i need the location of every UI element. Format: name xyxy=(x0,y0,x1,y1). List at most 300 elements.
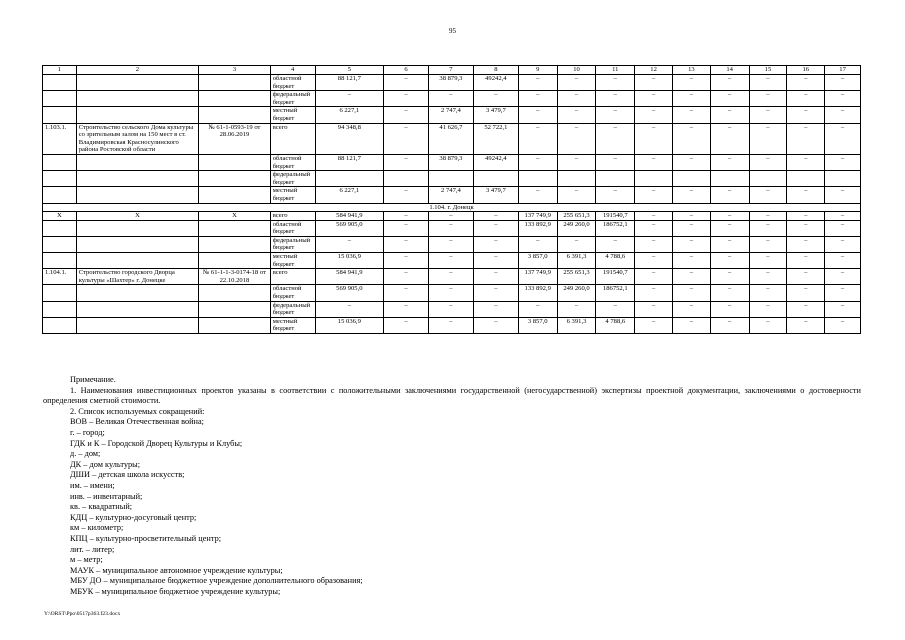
amount-cell: 569 905,0 xyxy=(315,285,383,301)
amount-cell xyxy=(557,171,596,187)
amount-cell: – xyxy=(384,187,429,203)
table-row xyxy=(43,187,861,203)
amount-cell: – xyxy=(672,285,710,301)
row-number-cell xyxy=(43,171,77,187)
amount-cell: 255 651,3 xyxy=(557,269,596,285)
amount-cell xyxy=(672,171,710,187)
project-name-cell xyxy=(76,236,199,252)
section-title: 1.104. г. Донецк xyxy=(43,203,861,212)
amount-cell: – xyxy=(596,187,635,203)
amount-cell: 4 788,6 xyxy=(596,253,635,269)
amount-cell: – xyxy=(710,317,749,333)
table-row xyxy=(43,75,861,91)
column-header: 8 xyxy=(473,66,518,75)
amount-cell: – xyxy=(749,220,787,236)
amount-cell: – xyxy=(473,317,518,333)
page-number: 95 xyxy=(449,27,456,35)
amount-cell: – xyxy=(672,187,710,203)
amount-cell: – xyxy=(825,154,861,170)
project-name-cell xyxy=(76,154,199,170)
amount-cell xyxy=(428,171,473,187)
table-header-row xyxy=(43,66,861,75)
table-row xyxy=(43,107,861,123)
amount-cell: – xyxy=(518,187,557,203)
amount-cell: – xyxy=(635,91,673,107)
amount-cell: – xyxy=(557,301,596,317)
amount-cell: – xyxy=(384,91,429,107)
amount-cell: 4 788,6 xyxy=(596,317,635,333)
column-header: 11 xyxy=(596,66,635,75)
expertise-cell xyxy=(199,236,270,252)
row-number-cell xyxy=(43,236,77,252)
amount-cell: 94 348,8 xyxy=(315,123,383,154)
expertise-cell xyxy=(199,220,270,236)
amount-cell: – xyxy=(473,220,518,236)
amount-cell: – xyxy=(315,91,383,107)
row-number-cell xyxy=(43,154,77,170)
amount-cell: – xyxy=(787,220,825,236)
abbreviation-item: им. – имени; xyxy=(70,480,115,490)
amount-cell: 6 227,1 xyxy=(315,187,383,203)
funding-source-cell: областной бюджет xyxy=(270,75,315,91)
column-header: 15 xyxy=(749,66,787,75)
amount-cell: 49242,4 xyxy=(473,75,518,91)
funding-source-cell: областной бюджет xyxy=(270,220,315,236)
amount-cell: – xyxy=(596,236,635,252)
row-number-cell xyxy=(43,285,77,301)
amount-cell: – xyxy=(787,91,825,107)
expertise-cell xyxy=(199,187,270,203)
column-header: 3 xyxy=(199,66,270,75)
funding-source-cell: федеральный бюджет xyxy=(270,171,315,187)
amount-cell: 41 626,7 xyxy=(428,123,473,154)
amount-cell: – xyxy=(825,91,861,107)
amount-cell: – xyxy=(672,317,710,333)
amount-cell: – xyxy=(557,75,596,91)
amount-cell: 15 036,9 xyxy=(315,253,383,269)
amount-cell: – xyxy=(672,154,710,170)
amount-cell: – xyxy=(635,187,673,203)
amount-cell: 3 857,0 xyxy=(518,253,557,269)
amount-cell: – xyxy=(596,75,635,91)
amount-cell: – xyxy=(787,154,825,170)
amount-cell: – xyxy=(596,91,635,107)
project-name-cell xyxy=(76,171,199,187)
project-name-cell xyxy=(76,285,199,301)
amount-cell: – xyxy=(825,253,861,269)
amount-cell: – xyxy=(635,285,673,301)
expertise-cell xyxy=(199,91,270,107)
row-number-cell xyxy=(43,187,77,203)
column-header: 9 xyxy=(518,66,557,75)
amount-cell: – xyxy=(635,154,673,170)
amount-cell: – xyxy=(749,123,787,154)
amount-cell: – xyxy=(428,236,473,252)
abbreviation-item: км – километр; xyxy=(70,523,124,533)
amount-cell: – xyxy=(749,212,787,221)
section-row xyxy=(43,203,861,212)
amount-cell: – xyxy=(672,91,710,107)
column-header: 2 xyxy=(76,66,199,75)
amount-cell: – xyxy=(787,75,825,91)
amount-cell xyxy=(749,171,787,187)
abbreviation-item: лит. – литер; xyxy=(70,544,115,554)
amount-cell: 52 722,1 xyxy=(473,123,518,154)
amount-cell: 88 121,7 xyxy=(315,154,383,170)
amount-cell: 3 857,0 xyxy=(518,317,557,333)
amount-cell: 186752,1 xyxy=(596,220,635,236)
amount-cell: – xyxy=(596,301,635,317)
expertise-cell xyxy=(199,107,270,123)
project-name-cell xyxy=(76,301,199,317)
amount-cell: – xyxy=(428,301,473,317)
amount-cell: – xyxy=(710,75,749,91)
row-number-cell xyxy=(43,91,77,107)
amount-cell: – xyxy=(315,236,383,252)
amount-cell: – xyxy=(635,212,673,221)
notes-section xyxy=(43,375,861,597)
amount-cell: 2 747,4 xyxy=(428,107,473,123)
amount-cell: – xyxy=(825,187,861,203)
expertise-cell: Х xyxy=(199,212,270,221)
amount-cell: – xyxy=(825,269,861,285)
amount-cell: – xyxy=(672,269,710,285)
amount-cell: 584 941,9 xyxy=(315,269,383,285)
amount-cell xyxy=(596,171,635,187)
amount-cell xyxy=(635,171,673,187)
amount-cell: – xyxy=(710,107,749,123)
amount-cell: – xyxy=(672,253,710,269)
table-row xyxy=(43,220,861,236)
amount-cell: 6 391,3 xyxy=(557,253,596,269)
amount-cell: – xyxy=(557,154,596,170)
table-row xyxy=(43,91,861,107)
amount-cell: 6 227,1 xyxy=(315,107,383,123)
amount-cell: – xyxy=(384,317,429,333)
amount-cell: 88 121,7 xyxy=(315,75,383,91)
project-name-cell xyxy=(76,317,199,333)
project-name-cell xyxy=(76,75,199,91)
amount-cell: – xyxy=(749,236,787,252)
column-header: 4 xyxy=(270,66,315,75)
amount-cell: – xyxy=(787,187,825,203)
amount-cell: – xyxy=(428,91,473,107)
amount-cell: – xyxy=(428,212,473,221)
expertise-cell: № 61-1-1-3-0174-18 от 22.10.2018 xyxy=(199,269,270,285)
amount-cell: – xyxy=(428,317,473,333)
amount-cell: 3 479,7 xyxy=(473,187,518,203)
expertise-cell xyxy=(199,171,270,187)
amount-cell: – xyxy=(710,236,749,252)
amount-cell: 49242,4 xyxy=(473,154,518,170)
abbreviation-item: КДЦ – культурно-досуговый центр; xyxy=(70,512,197,522)
amount-cell: – xyxy=(384,154,429,170)
row-number-cell xyxy=(43,253,77,269)
amount-cell: – xyxy=(596,107,635,123)
project-name-cell xyxy=(76,220,199,236)
amount-cell: – xyxy=(710,301,749,317)
amount-cell: – xyxy=(749,107,787,123)
amount-cell: 249 260,0 xyxy=(557,285,596,301)
amount-cell: – xyxy=(473,212,518,221)
amount-cell xyxy=(473,171,518,187)
amount-cell xyxy=(787,171,825,187)
funding-source-cell: местный бюджет xyxy=(270,253,315,269)
amount-cell: – xyxy=(749,154,787,170)
funding-source-cell: всего xyxy=(270,269,315,285)
amount-cell: – xyxy=(384,285,429,301)
column-header: 5 xyxy=(315,66,383,75)
amount-cell: – xyxy=(825,107,861,123)
column-header: 16 xyxy=(787,66,825,75)
amount-cell: – xyxy=(635,123,673,154)
amount-cell: 186752,1 xyxy=(596,285,635,301)
expertise-cell xyxy=(199,154,270,170)
project-name-cell xyxy=(76,107,199,123)
abbreviation-item: МАУК – муниципальное автономное учреждение культуры; xyxy=(70,565,283,575)
amount-cell: – xyxy=(787,253,825,269)
funding-source-cell: всего xyxy=(270,123,315,154)
amount-cell: – xyxy=(428,253,473,269)
amount-cell: – xyxy=(473,269,518,285)
funding-source-cell: местный бюджет xyxy=(270,187,315,203)
amount-cell: 569 905,0 xyxy=(315,220,383,236)
amount-cell: – xyxy=(557,91,596,107)
project-name-cell xyxy=(76,91,199,107)
amount-cell: 191540,7 xyxy=(596,212,635,221)
amount-cell: – xyxy=(710,123,749,154)
amount-cell: 133 892,9 xyxy=(518,220,557,236)
amount-cell: – xyxy=(384,123,429,154)
amount-cell: 6 391,3 xyxy=(557,317,596,333)
amount-cell: – xyxy=(384,75,429,91)
amount-cell: – xyxy=(787,301,825,317)
expertise-cell xyxy=(199,301,270,317)
amount-cell: – xyxy=(710,285,749,301)
row-number-cell: Х xyxy=(43,212,77,221)
expertise-cell xyxy=(199,285,270,301)
project-name-cell: Строительство сельского Дома культуры со зрительным залом на 150 мест в ст. Владимировская Красносулинского района Ростовской области xyxy=(76,123,199,154)
file-path-footer: Y:\ORST\Ppo\0517p363.f23.docx xyxy=(44,611,121,617)
abbreviation-item: ДК – дом культуры; xyxy=(70,459,141,469)
notes-item-2: 2. Список используемых сокращений: xyxy=(70,406,205,416)
column-header: 12 xyxy=(635,66,673,75)
column-header: 1 xyxy=(43,66,77,75)
amount-cell: – xyxy=(384,269,429,285)
amount-cell xyxy=(710,171,749,187)
abbreviation-item: ДШИ – детская школа искусств; xyxy=(70,470,185,480)
amount-cell: – xyxy=(672,220,710,236)
amount-cell: – xyxy=(710,187,749,203)
row-number-cell xyxy=(43,75,77,91)
amount-cell: – xyxy=(518,75,557,91)
amount-cell: – xyxy=(473,91,518,107)
amount-cell: – xyxy=(787,123,825,154)
amount-cell xyxy=(825,171,861,187)
amount-cell: – xyxy=(825,285,861,301)
table-row xyxy=(43,171,861,187)
column-header: 17 xyxy=(825,66,861,75)
funding-source-cell: областной бюджет xyxy=(270,285,315,301)
amount-cell: – xyxy=(672,107,710,123)
amount-cell: – xyxy=(557,187,596,203)
amount-cell: 191540,7 xyxy=(596,269,635,285)
amount-cell xyxy=(384,171,429,187)
abbreviation-item: г. – город; xyxy=(70,427,105,437)
amount-cell: – xyxy=(787,107,825,123)
amount-cell: 255 651,3 xyxy=(557,212,596,221)
amount-cell: 2 747,4 xyxy=(428,187,473,203)
notes-item-1: 1. Наименования инвестиционных проектов указаны в соответствии с положительными заключениями государственной (негосударственной) экспертизы проектной документации, заключениями о достоверности определения сметной стоимости. xyxy=(43,385,861,406)
table-row xyxy=(43,269,861,285)
amount-cell: – xyxy=(825,317,861,333)
investment-table xyxy=(42,65,861,334)
amount-cell: – xyxy=(384,107,429,123)
table-row xyxy=(43,285,861,301)
amount-cell: – xyxy=(635,253,673,269)
funding-source-cell: областной бюджет xyxy=(270,154,315,170)
abbreviation-item: ВОВ – Великая Отечественная война; xyxy=(70,417,204,427)
table-row xyxy=(43,154,861,170)
amount-cell: – xyxy=(473,301,518,317)
funding-source-cell: федеральный бюджет xyxy=(270,91,315,107)
amount-cell xyxy=(518,171,557,187)
amount-cell: – xyxy=(825,220,861,236)
amount-cell: – xyxy=(384,212,429,221)
amount-cell: 249 260,0 xyxy=(557,220,596,236)
amount-cell: – xyxy=(825,75,861,91)
amount-cell: – xyxy=(749,187,787,203)
amount-cell: – xyxy=(710,269,749,285)
amount-cell: – xyxy=(635,269,673,285)
abbreviation-item: МБУ ДО – муниципальное бюджетное учреждение дополнительного образования; xyxy=(70,576,363,586)
amount-cell: – xyxy=(825,123,861,154)
amount-cell: 137 749,9 xyxy=(518,212,557,221)
funding-source-cell: местный бюджет xyxy=(270,317,315,333)
amount-cell: – xyxy=(315,301,383,317)
amount-cell: – xyxy=(749,269,787,285)
abbreviation-item: КПЦ – культурно-просветительный центр; xyxy=(70,533,222,543)
amount-cell: – xyxy=(749,91,787,107)
column-header: 7 xyxy=(428,66,473,75)
amount-cell: – xyxy=(557,107,596,123)
amount-cell: – xyxy=(428,285,473,301)
amount-cell: 584 941,9 xyxy=(315,212,383,221)
abbreviation-item: ГДК и К – Городской Дворец Культуры и Клубы; xyxy=(70,438,243,448)
column-header: 6 xyxy=(384,66,429,75)
column-header: 10 xyxy=(557,66,596,75)
project-name-cell xyxy=(76,253,199,269)
project-name-cell: Строительство городского Дворца культуры «Шахтер» г. Донецке xyxy=(76,269,199,285)
amount-cell: – xyxy=(518,107,557,123)
project-name-cell xyxy=(76,187,199,203)
amount-cell: – xyxy=(825,212,861,221)
expertise-cell xyxy=(199,253,270,269)
funding-source-cell: федеральный бюджет xyxy=(270,236,315,252)
expertise-cell xyxy=(199,75,270,91)
row-number-cell xyxy=(43,220,77,236)
amount-cell: – xyxy=(710,91,749,107)
amount-cell: – xyxy=(672,75,710,91)
amount-cell: – xyxy=(518,91,557,107)
table-row xyxy=(43,123,861,154)
abbreviation-item: м – метр; xyxy=(70,555,103,565)
amount-cell: – xyxy=(672,301,710,317)
amount-cell: 137 749,9 xyxy=(518,269,557,285)
amount-cell: – xyxy=(518,236,557,252)
amount-cell: – xyxy=(428,269,473,285)
amount-cell: – xyxy=(635,75,673,91)
amount-cell: – xyxy=(635,236,673,252)
abbreviation-item: инв. – инвентарный; xyxy=(70,491,143,501)
amount-cell: – xyxy=(635,107,673,123)
amount-cell: – xyxy=(635,301,673,317)
amount-cell: – xyxy=(710,253,749,269)
table-row xyxy=(43,236,861,252)
funding-source-cell: местный бюджет xyxy=(270,107,315,123)
amount-cell: – xyxy=(473,236,518,252)
abbreviation-item: д. – дом; xyxy=(70,449,101,459)
amount-cell: – xyxy=(787,212,825,221)
column-header: 13 xyxy=(672,66,710,75)
amount-cell: – xyxy=(557,123,596,154)
table-row xyxy=(43,301,861,317)
row-number-cell xyxy=(43,107,77,123)
amount-cell: – xyxy=(384,253,429,269)
amount-cell: – xyxy=(473,285,518,301)
amount-cell: – xyxy=(518,154,557,170)
row-number-cell xyxy=(43,317,77,333)
amount-cell: – xyxy=(787,236,825,252)
amount-cell: – xyxy=(787,285,825,301)
amount-cell: – xyxy=(596,123,635,154)
amount-cell: – xyxy=(710,220,749,236)
expertise-cell xyxy=(199,317,270,333)
notes-title: Примечание. xyxy=(70,375,116,384)
row-number-cell xyxy=(43,301,77,317)
column-header: 14 xyxy=(710,66,749,75)
amount-cell: – xyxy=(672,212,710,221)
amount-cell: 38 879,3 xyxy=(428,154,473,170)
amount-cell: – xyxy=(635,317,673,333)
table-row xyxy=(43,253,861,269)
amount-cell: – xyxy=(596,154,635,170)
amount-cell: – xyxy=(710,212,749,221)
amount-cell: – xyxy=(428,220,473,236)
amount-cell: – xyxy=(749,253,787,269)
amount-cell: – xyxy=(787,269,825,285)
amount-cell: – xyxy=(384,220,429,236)
abbreviation-item: МБУК – муниципальное бюджетное учреждение культуры; xyxy=(70,586,281,596)
amount-cell: – xyxy=(825,301,861,317)
row-number-cell: 1.103.1. xyxy=(43,123,77,154)
amount-cell: – xyxy=(787,317,825,333)
amount-cell xyxy=(315,171,383,187)
amount-cell: – xyxy=(473,253,518,269)
row-number-cell: 1.104.1. xyxy=(43,269,77,285)
abbreviation-item: кв. – квадратный; xyxy=(70,502,133,512)
amount-cell: 38 879,3 xyxy=(428,75,473,91)
funding-source-cell: всего xyxy=(270,212,315,221)
amount-cell: – xyxy=(710,154,749,170)
amount-cell: – xyxy=(518,123,557,154)
amount-cell: – xyxy=(384,236,429,252)
amount-cell: – xyxy=(825,236,861,252)
amount-cell: – xyxy=(749,301,787,317)
amount-cell: – xyxy=(672,236,710,252)
table-row xyxy=(43,317,861,333)
expertise-cell: № 61-1-0593-19 от 28.06.2019 xyxy=(199,123,270,154)
